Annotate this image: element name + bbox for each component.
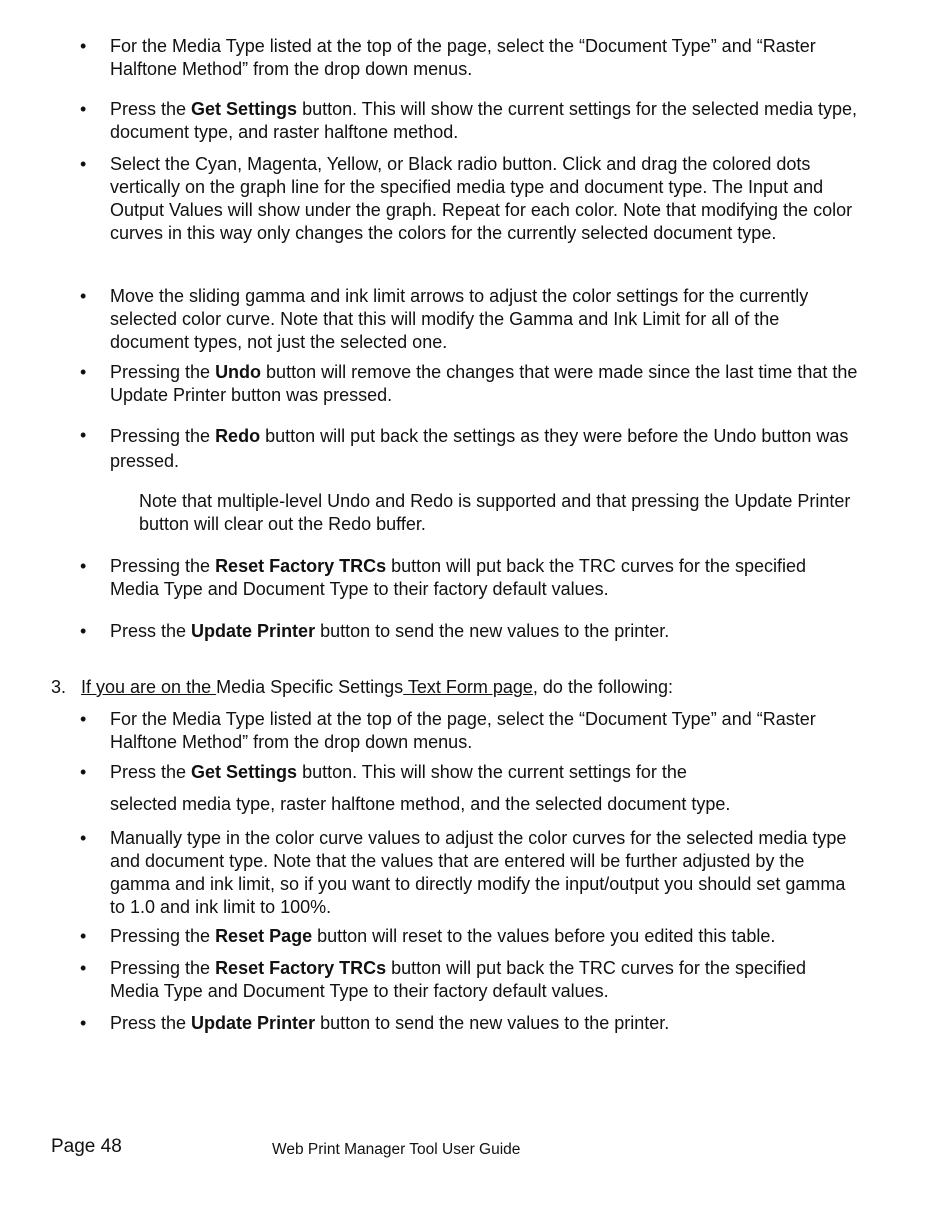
bullet-glyph: • [80,926,87,946]
bullet-glyph: • [80,36,87,56]
button-name: Reset Factory TRCs [215,958,387,978]
step-text: Media Specific Settings [216,677,404,697]
button-name: Get Settings [191,762,298,782]
bullet-glyph: • [80,1013,87,1033]
bullet-glyph: • [80,958,87,978]
button-name: Update Printer [191,621,316,641]
bullet-text: button to send the new values to the printer. [315,1013,670,1033]
bullet-glyph: • [80,556,87,576]
bullet-text: Pressing the [110,556,216,576]
bullet-text: Manually type in the color curve values to adjust the color curves for the selected media type and document type. Note that the values that are entered will be further adjusted by the gamma and ink limit, so if you want to directly modify the input/output you should set gamma to 1.0 and ink limit to 100%. [110,828,847,917]
step-number: 3. [51,677,67,697]
bullet-text: Press the [110,1013,192,1033]
bullet-text: button will put back the TRC curves for the specified Media Type and Document Type to their factory default values. [110,958,806,1001]
step-text: , do the following: [532,677,674,697]
bullet-text: For the Media Type listed at the top of the page, select the “Document Type” and “Raster Halftone Method” from the drop down menus. [110,709,816,752]
bullet-text: button will reset to the values before you edited this table. [312,926,776,946]
bullet-text: button will put back the TRC curves for the specified Media Type and Document Type to their factory default values. [110,556,806,599]
step-text-underlined: Text Form page [403,677,533,697]
bullet-text: Pressing the [110,926,216,946]
button-name: Redo [215,426,261,446]
bullet-text: button. This will show the current settings for the selected media type, document type, and raster halftone method. [110,99,858,142]
button-name: Reset Page [215,926,313,946]
bullet-glyph: • [80,762,87,782]
bullet-glyph: • [80,286,87,306]
bullet-text: Press the [110,762,192,782]
bullet-glyph: • [80,154,87,174]
bullet-glyph: • [80,99,87,119]
button-name: Get Settings [191,99,298,119]
bullet-text: button to send the new values to the printer. [315,621,670,641]
bullet-text: Pressing the [110,362,216,382]
bullet-text: Pressing the [110,958,216,978]
note-text: Note that multiple-level Undo and Redo is supported and that pressing the Update Printer button will clear out the Redo buffer. [139,491,851,534]
bullet-text: Press the [110,621,192,641]
button-name: Undo [215,362,262,382]
button-name: Update Printer [191,1013,316,1033]
footer-page-number: Page 48 [51,1136,122,1157]
bullet-glyph: • [80,621,87,641]
bullet-glyph: • [80,828,87,848]
step-text-underlined: If you are on the [81,677,217,697]
bullet-text: For the Media Type listed at the top of the page, select the “Document Type” and “Raster Halftone Method” from the drop down menus. [110,36,816,79]
bullet-text: button will put back the settings as they were before the Undo button was pressed. [110,426,849,471]
bullet-continuation: selected media type, raster halftone method, and the selected document type. [110,794,731,814]
bullet-glyph: • [80,709,87,729]
footer-document-title: Web Print Manager Tool User Guide [272,1141,521,1158]
bullet-text: button will remove the changes that were made since the last time that the Update Printer button was pressed. [110,362,858,405]
bullet-text: Pressing the [110,426,216,446]
bullet-text: Press the [110,99,192,119]
bullet-text: button. This will show the current settings for the [297,762,687,782]
bullet-text: Move the sliding gamma and ink limit arrows to adjust the color settings for the currently selected color curve. Note that this will modify the Gamma and Ink Limit for all of the document types, not just the selected one. [110,286,809,352]
bullet-glyph: • [80,362,87,382]
bullet-glyph: • [80,425,87,445]
bullet-text: Select the Cyan, Magenta, Yellow, or Black radio button. Click and drag the colored dots vertically on the graph line for the specified media type and document type. The Input and Output Values will show under the graph. Repeat for each color. Note that modifying the color curves in this way only changes the colors for the currently selected document type. [110,154,853,243]
button-name: Reset Factory TRCs [215,556,387,576]
